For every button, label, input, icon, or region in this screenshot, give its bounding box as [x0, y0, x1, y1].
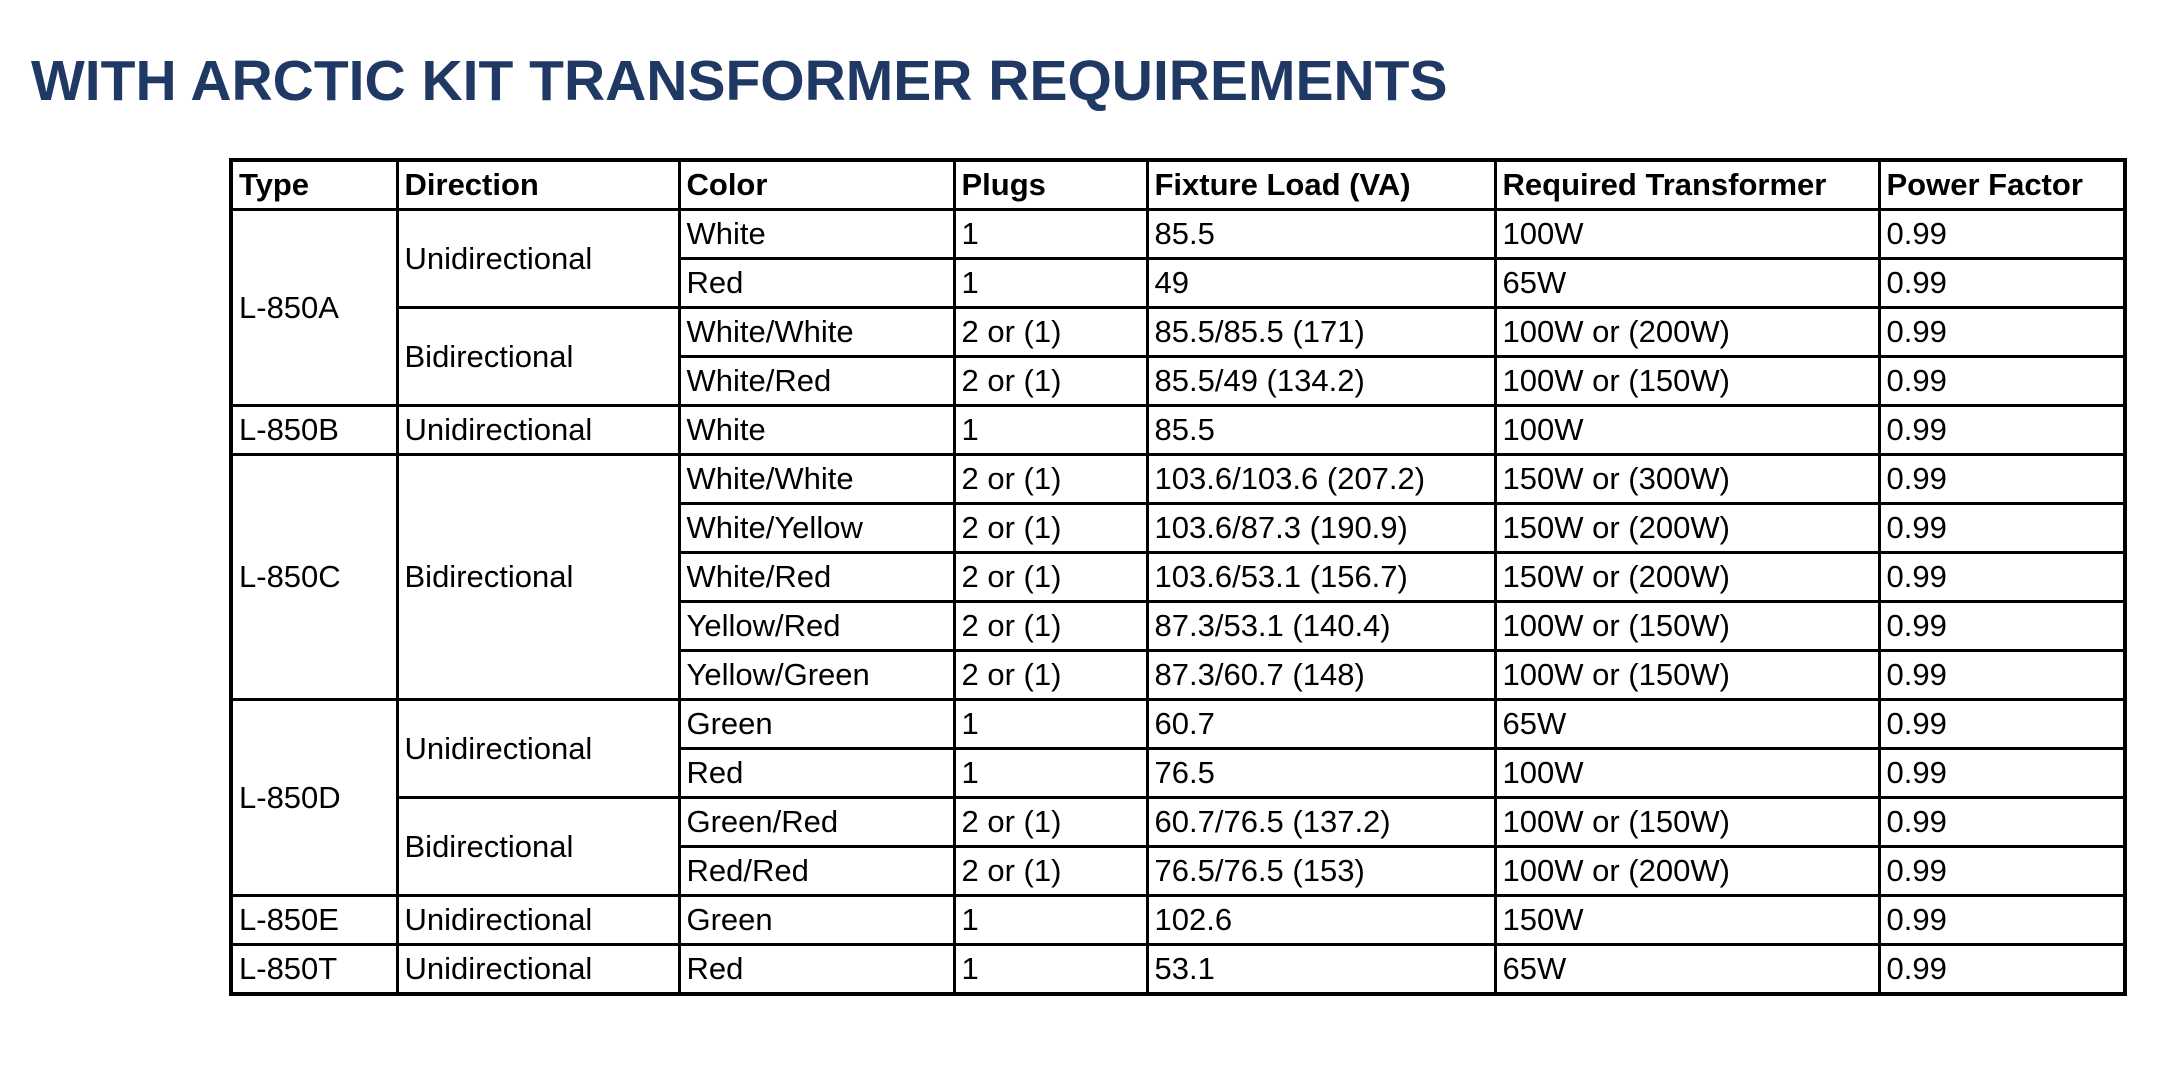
- cell-color: White/White: [679, 455, 954, 504]
- cell-fixture-load: 76.5: [1147, 749, 1495, 798]
- cell-color: White/Yellow: [679, 504, 954, 553]
- cell-required-transformer: 100W or (200W): [1495, 308, 1879, 357]
- cell-required-transformer: 65W: [1495, 700, 1879, 749]
- cell-power-factor: 0.99: [1879, 308, 2125, 357]
- cell-power-factor: 0.99: [1879, 210, 2125, 259]
- cell-fixture-load: 103.6/53.1 (156.7): [1147, 553, 1495, 602]
- cell-power-factor: 0.99: [1879, 749, 2125, 798]
- cell-power-factor: 0.99: [1879, 553, 2125, 602]
- cell-required-transformer: 65W: [1495, 259, 1879, 308]
- cell-fixture-load: 85.5: [1147, 406, 1495, 455]
- cell-plugs: 1: [954, 210, 1147, 259]
- cell-required-transformer: 150W or (300W): [1495, 455, 1879, 504]
- cell-fixture-load: 53.1: [1147, 945, 1495, 995]
- cell-fixture-load: 103.6/87.3 (190.9): [1147, 504, 1495, 553]
- cell-plugs: 2 or (1): [954, 651, 1147, 700]
- cell-power-factor: 0.99: [1879, 357, 2125, 406]
- cell-required-transformer: 100W or (150W): [1495, 798, 1879, 847]
- cell-plugs: 1: [954, 259, 1147, 308]
- cell-power-factor: 0.99: [1879, 896, 2125, 945]
- cell-direction: Unidirectional: [397, 945, 679, 995]
- cell-direction: Unidirectional: [397, 406, 679, 455]
- cell-color: Red: [679, 945, 954, 995]
- cell-power-factor: 0.99: [1879, 455, 2125, 504]
- cell-color: Yellow/Green: [679, 651, 954, 700]
- cell-direction: Unidirectional: [397, 700, 679, 798]
- header-plugs: Plugs: [954, 160, 1147, 210]
- cell-plugs: 2 or (1): [954, 504, 1147, 553]
- cell-required-transformer: 150W or (200W): [1495, 553, 1879, 602]
- cell-required-transformer: 150W or (200W): [1495, 504, 1879, 553]
- cell-required-transformer: 100W or (150W): [1495, 651, 1879, 700]
- cell-direction: Bidirectional: [397, 308, 679, 406]
- cell-color: Green: [679, 896, 954, 945]
- cell-plugs: 1: [954, 896, 1147, 945]
- cell-direction: Unidirectional: [397, 210, 679, 308]
- cell-fixture-load: 85.5: [1147, 210, 1495, 259]
- cell-power-factor: 0.99: [1879, 945, 2125, 995]
- cell-required-transformer: 150W: [1495, 896, 1879, 945]
- cell-power-factor: 0.99: [1879, 406, 2125, 455]
- cell-required-transformer: 100W: [1495, 406, 1879, 455]
- cell-fixture-load: 76.5/76.5 (153): [1147, 847, 1495, 896]
- header-row: [231, 160, 2125, 210]
- cell-fixture-load: 87.3/60.7 (148): [1147, 651, 1495, 700]
- cell-plugs: 2 or (1): [954, 357, 1147, 406]
- cell-fixture-load: 49: [1147, 259, 1495, 308]
- cell-color: Green: [679, 700, 954, 749]
- header-type: Type: [231, 160, 397, 210]
- cell-fixture-load: 60.7: [1147, 700, 1495, 749]
- cell-required-transformer: 65W: [1495, 945, 1879, 995]
- cell-type: L-850D: [231, 700, 397, 896]
- cell-plugs: 2 or (1): [954, 847, 1147, 896]
- table-row: [231, 406, 2125, 455]
- header-fixture-load: Fixture Load (VA): [1147, 160, 1495, 210]
- cell-power-factor: 0.99: [1879, 504, 2125, 553]
- cell-type: L-850B: [231, 406, 397, 455]
- cell-color: White: [679, 406, 954, 455]
- cell-required-transformer: 100W: [1495, 210, 1879, 259]
- cell-type: L-850C: [231, 455, 397, 700]
- cell-fixture-load: 60.7/76.5 (137.2): [1147, 798, 1495, 847]
- table-row: [231, 308, 2125, 357]
- cell-plugs: 1: [954, 700, 1147, 749]
- cell-color: Red/Red: [679, 847, 954, 896]
- cell-plugs: 1: [954, 749, 1147, 798]
- cell-color: White: [679, 210, 954, 259]
- cell-fixture-load: 102.6: [1147, 896, 1495, 945]
- transformer-requirements-table: [229, 158, 2127, 996]
- cell-plugs: 2 or (1): [954, 308, 1147, 357]
- cell-color: White/Red: [679, 553, 954, 602]
- table-header: [231, 160, 2125, 210]
- cell-color: Red: [679, 259, 954, 308]
- table-body: [231, 210, 2125, 995]
- cell-fixture-load: 103.6/103.6 (207.2): [1147, 455, 1495, 504]
- table-row: [231, 700, 2125, 749]
- cell-fixture-load: 85.5/49 (134.2): [1147, 357, 1495, 406]
- cell-type: L-850E: [231, 896, 397, 945]
- cell-power-factor: 0.99: [1879, 700, 2125, 749]
- cell-plugs: 1: [954, 945, 1147, 995]
- cell-color: Yellow/Red: [679, 602, 954, 651]
- header-color: Color: [679, 160, 954, 210]
- header-power-factor: Power Factor: [1879, 160, 2125, 210]
- table-row: [231, 455, 2125, 504]
- cell-color: Red: [679, 749, 954, 798]
- page-title: WITH ARCTIC KIT TRANSFORMER REQUIREMENTS: [31, 49, 1448, 113]
- cell-direction: Bidirectional: [397, 455, 679, 700]
- cell-fixture-load: 87.3/53.1 (140.4): [1147, 602, 1495, 651]
- cell-plugs: 2 or (1): [954, 455, 1147, 504]
- header-required-transformer: Required Transformer: [1495, 160, 1879, 210]
- header-direction: Direction: [397, 160, 679, 210]
- cell-required-transformer: 100W or (150W): [1495, 602, 1879, 651]
- cell-required-transformer: 100W: [1495, 749, 1879, 798]
- cell-type: L-850A: [231, 210, 397, 406]
- cell-type: L-850T: [231, 945, 397, 995]
- table-row: [231, 896, 2125, 945]
- cell-color: White/White: [679, 308, 954, 357]
- cell-plugs: 2 or (1): [954, 602, 1147, 651]
- cell-color: Green/Red: [679, 798, 954, 847]
- cell-power-factor: 0.99: [1879, 798, 2125, 847]
- cell-direction: Bidirectional: [397, 798, 679, 896]
- cell-required-transformer: 100W or (150W): [1495, 357, 1879, 406]
- cell-fixture-load: 85.5/85.5 (171): [1147, 308, 1495, 357]
- cell-plugs: 2 or (1): [954, 553, 1147, 602]
- cell-required-transformer: 100W or (200W): [1495, 847, 1879, 896]
- cell-plugs: 2 or (1): [954, 798, 1147, 847]
- cell-power-factor: 0.99: [1879, 651, 2125, 700]
- cell-power-factor: 0.99: [1879, 602, 2125, 651]
- table-row: [231, 945, 2125, 995]
- cell-color: White/Red: [679, 357, 954, 406]
- cell-direction: Unidirectional: [397, 896, 679, 945]
- table-row: [231, 798, 2125, 847]
- cell-plugs: 1: [954, 406, 1147, 455]
- cell-power-factor: 0.99: [1879, 259, 2125, 308]
- table-row: [231, 210, 2125, 259]
- cell-power-factor: 0.99: [1879, 847, 2125, 896]
